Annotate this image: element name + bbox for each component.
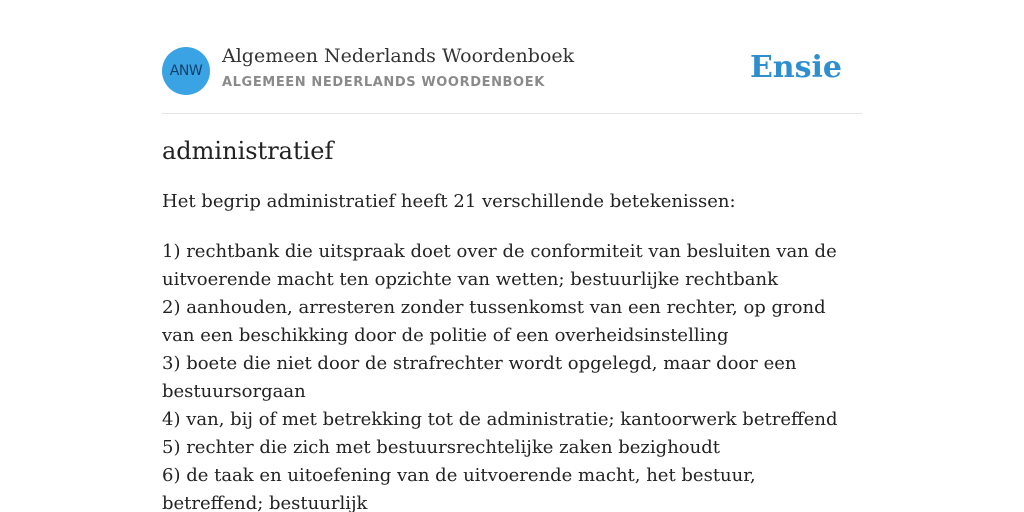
- content-container: [162, 0, 862, 512]
- definition-item: 1) rechtbank die uitspraak doet over de conformiteit van besluiten van de uitvoerende macht ten opzichte van wetten; bestuurlijke rechtbank: [162, 241, 837, 290]
- definition-list: [162, 238, 862, 512]
- header: [162, 0, 862, 114]
- entry-intro: Het begrip administratief heeft 21 verschillende betekenissen:: [162, 191, 736, 212]
- definition-item: 4) van, bij of met betrekking tot de administratie; kantoorwerk betreffend: [162, 409, 838, 430]
- entry-term: administratief: [162, 137, 334, 165]
- definition-item: 3) boete die niet door de strafrechter wordt opgelegd, maar door een bestuursorgaan: [162, 353, 797, 402]
- definition-item: 6) de taak en uitoefening van de uitvoerende macht, het bestuur, betreffend; bestuurlijk: [162, 465, 756, 512]
- ensie-logo[interactable]: Ensie: [749, 50, 842, 85]
- source-logo[interactable]: ANW: [162, 47, 210, 95]
- definition-item: 2) aanhouden, arresteren zonder tussenkomst van een rechter, op grond van een beschikking door de politie of een overheidsinstelling: [162, 297, 826, 346]
- source-title[interactable]: Algemeen Nederlands Woordenboek: [222, 45, 575, 67]
- source-subtitle: ALGEMEEN NEDERLANDS WOORDENBOEK: [222, 75, 545, 90]
- definition-item: 5) rechter die zich met bestuursrechtelijke zaken bezighoudt: [162, 437, 720, 458]
